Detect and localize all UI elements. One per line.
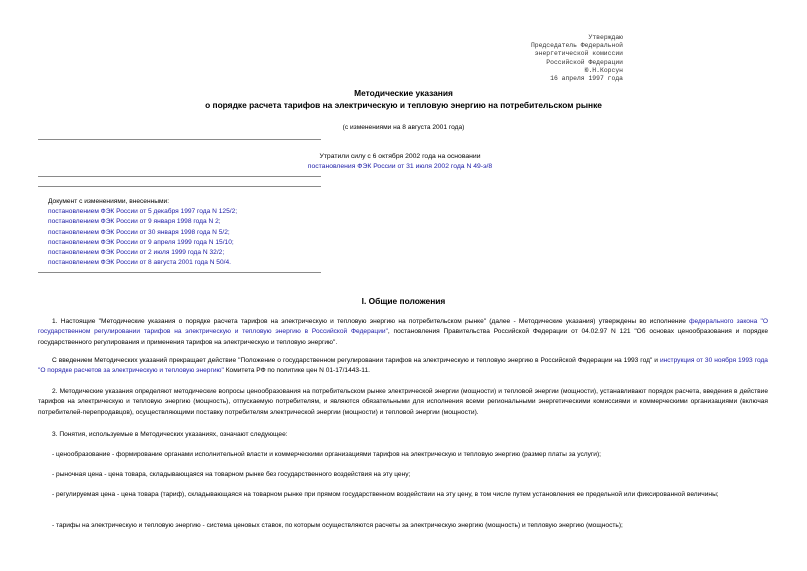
law-link[interactable]: федерального закона "О государственном регулировании тарифов на электрическую и тепловую энергию в Российской Федерации" — [38, 318, 768, 336]
approval-line: энергетической комиссии — [534, 50, 623, 58]
change-link[interactable]: постановлением ФЭК России от 5 декабря 1997 года N 125/2; — [48, 208, 238, 216]
document-title — [0, 88, 807, 111]
approval-line: Утверждаю — [588, 34, 623, 41]
change-link[interactable]: постановлением ФЭК России от 30 января 1998 года N 5/2; — [48, 228, 230, 236]
change-link[interactable]: постановлением ФЭК России от 8 августа 2001 года N 50/4. — [48, 259, 231, 267]
lost-force-link[interactable]: постановления ФЭК России от 31 июля 2002 года N 49-э/8 — [307, 163, 493, 170]
paragraph-text: С введением Методических указаний прекращает действие "Положение о государственном регулировании тарифов на электрическую и тепловую энергию в Российской Федерации на 1993 год" и — [52, 357, 660, 364]
paragraph-text: Комитета РФ по политике цен N 01-17/1443-11. — [223, 367, 370, 375]
title-line-2: о порядке расчета тарифов на электрическую и тепловую энергию на потребительском рынке — [205, 99, 602, 110]
section-title: I. Общие положения — [361, 296, 446, 306]
paragraph-2 — [38, 356, 768, 377]
divider — [38, 272, 321, 273]
paragraph-1 — [38, 317, 768, 348]
paragraph-text: , постановления Правительства Российской Федерации от 04.02.97 N 121 "Об основах ценообразования и порядке государственного регулирования и применения тарифов на электрическую и тепловую энергию". — [38, 328, 768, 346]
divider — [38, 176, 321, 177]
changes-heading: Документ с изменениями, внесенными: — [48, 198, 170, 205]
divider — [38, 186, 321, 187]
paragraph-8: - тарифы на электрическую и тепловую энергию - система ценовых ставок, по которым осуществляются расчеты за электрическую энергию (мощность) и тепловую энергию (мощность); — [52, 522, 623, 529]
instruction-link[interactable]: инструкция от 30 ноября 1993 года "О порядке расчетов за электрическую и тепловую энергию" — [38, 357, 768, 375]
change-link[interactable]: постановлением ФЭК России от 9 января 1998 года N 2; — [48, 218, 221, 226]
lost-force-notice — [200, 152, 600, 172]
change-link[interactable]: постановлением ФЭК России от 9 апреля 1999 года N 15/10; — [48, 238, 234, 246]
paragraph-4: 3. Понятия, используемые в Методических указаниях, означают следующее: — [52, 431, 288, 438]
title-line-1: Методические указания — [354, 88, 453, 98]
change-link[interactable]: постановлением ФЭК России от 2 июля 1999 года N 32/2; — [48, 249, 225, 257]
approval-line: Председатель Федеральной — [530, 42, 623, 50]
paragraph-text: 1. Настоящие "Методические указания о порядке расчета тарифов на электрическую и тепловую энергию на потребительском рынке" (далее - Методические указания) утверждены во исполнение — [52, 318, 690, 325]
approval-line: Российской Федерации — [546, 58, 623, 66]
paragraph-6: - рыночная цена - цена товара, складывающаяся на товарном рынке без государственного воздействия на эту цену; — [52, 471, 411, 478]
lost-force-text: Утратили силу с 6 октября 2002 года на основании — [319, 153, 481, 160]
approval-block — [531, 34, 623, 83]
document-changes — [48, 197, 237, 268]
paragraph-7: - регулируемая цена - цена товара (тариф), складывающаяся на товарном рынке при прямом государственном воздействии на эту цену, в том числе путем установления ее предельной или фиксированной величины; — [52, 491, 719, 498]
approval-line: Ю.Н.Корсун — [584, 66, 623, 74]
approval-line: 16 апреля 1997 года — [550, 75, 623, 83]
paragraph-5: - ценообразование - формирование органами исполнительной власти и коммерческими организациями тарифов на электрическую и тепловую энергию (размер платы за услуги); — [52, 451, 601, 458]
changes-note: (с изменениями на 8 августа 2001 года) — [342, 124, 465, 131]
paragraph-3: 2. Методические указания определяют методические вопросы ценообразования на потребительском рынке электрической энергии (мощности) и тепловой энергии (мощности), устанавливают порядок расчета, введения в действие тарифов на электрическую и тепловую энергию (мощность), отпускаемую потребителям, и являются обязательными для исполнения всеми региональными энергетическими комиссиями и коммерческими организациями (включая потребителей-перепродавцов), осуществляющими поставку потребителям электрической энергии (мощности) и тепловой энергии (мощности). — [38, 388, 768, 416]
divider — [38, 139, 321, 140]
